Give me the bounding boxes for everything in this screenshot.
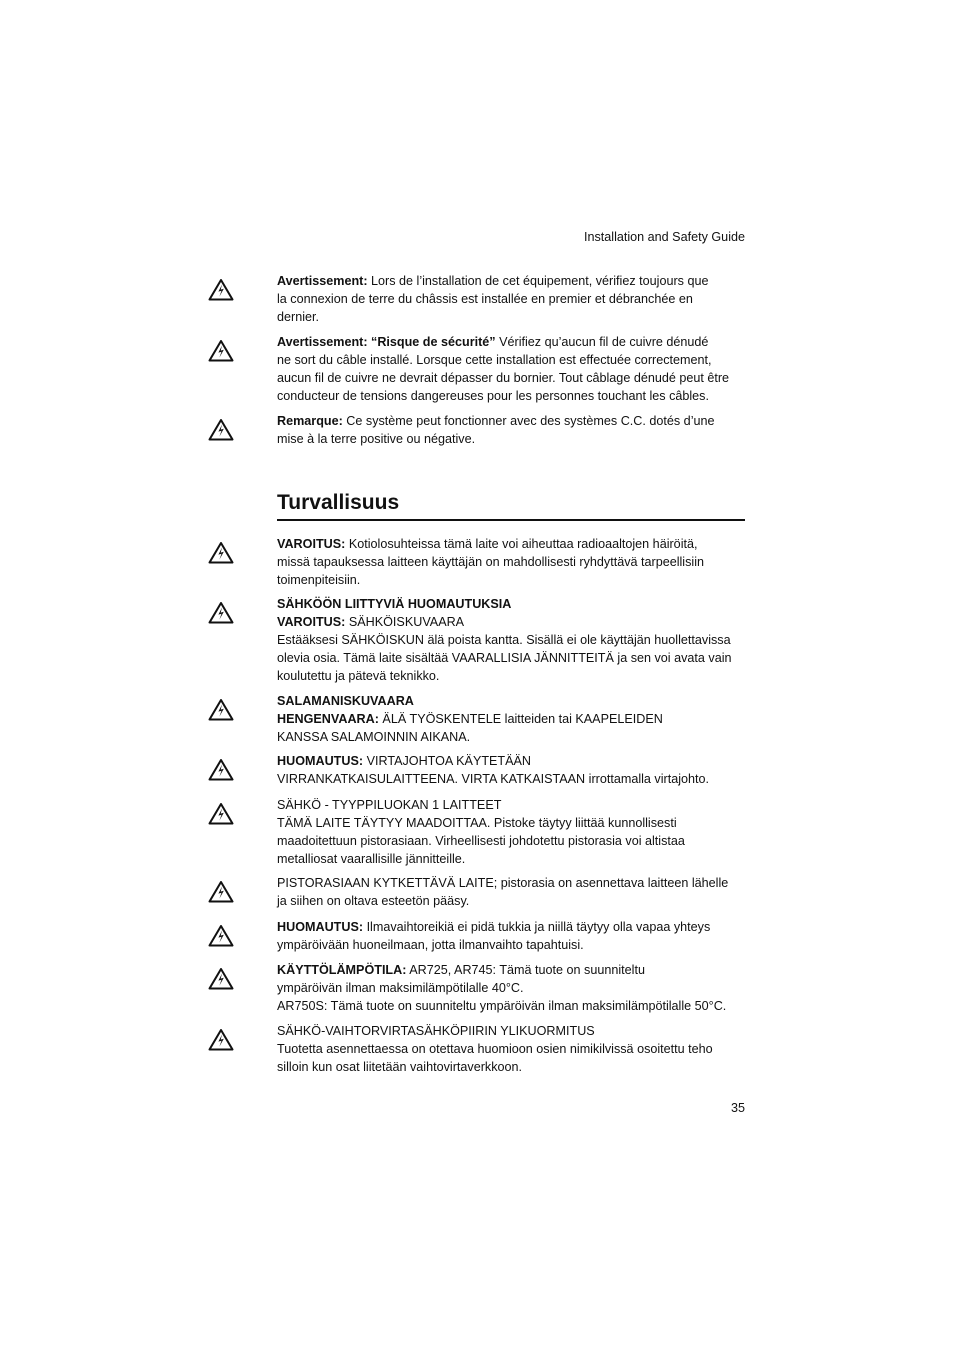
note-text: Ilmavaihtoreikiä ei pidä tukkia ja niillä täytyy olla vapaa yhteys xyxy=(366,920,711,934)
warning-note xyxy=(277,961,745,1015)
note-line: Tuotetta asennettaessa on otettava huomioon osien nimikilvissä osoitettu teho xyxy=(277,1042,713,1056)
electrical-hazard-icon xyxy=(208,601,234,624)
note-label: Remarque: xyxy=(277,414,343,428)
warning-note xyxy=(277,333,745,405)
page-number: 35 xyxy=(730,1101,745,1115)
note-line: metalliosat vaarallisille jännitteille. xyxy=(277,852,466,866)
note-text: ÄLÄ TYÖSKENTELE laitteiden tai KAAPELEIDEN xyxy=(382,712,663,726)
electrical-hazard-icon xyxy=(208,418,234,441)
note-line: AR750S: Tämä tuote on suunniteltu ympäröivän ilman maksimilämpötilalle 50°C. xyxy=(277,999,727,1013)
note-line: olevia osia. Tämä laite sisältää VAARALLISIA JÄNNITTEITÄ ja sen voi avata vain xyxy=(277,651,732,665)
note-text: Kotiolosuhteissa tämä laite voi aiheuttaa radioaaltojen häiröitä, xyxy=(348,537,698,551)
electrical-hazard-icon xyxy=(208,880,234,903)
note-label: HUOMAUTUS: xyxy=(277,920,364,934)
warning-note xyxy=(277,272,745,326)
note-line: maadoitettuun pistorasiaan. Virheellisesti johdotettu pistorasia voi altistaa xyxy=(277,834,685,848)
note-line: SÄHKÖ-VAIHTORVIRTASÄHKÖPIIRIN YLIKUORMITUS xyxy=(277,1024,595,1038)
warning-note xyxy=(277,595,745,685)
note-text: VIRTAJOHTOA KÄYTETÄÄN xyxy=(366,754,532,768)
note-line: ja siihen on oltava esteetön pääsy. xyxy=(277,894,470,908)
note-line: TÄMÄ LAITE TÄYTYY MAADOITTAA. Pistoke täytyy liittää kunnollisesti xyxy=(277,816,677,830)
electrical-hazard-icon xyxy=(208,541,234,564)
warning-note xyxy=(277,918,745,954)
note-line xyxy=(277,333,745,351)
note-line: dernier. xyxy=(277,310,320,324)
note-line: aucun fil de cuivre ne devrait dépasser du bornier. Tout câblage dénudé peut être xyxy=(277,371,730,385)
electrical-hazard-icon xyxy=(208,802,234,825)
note-text: AR725, AR745: Tämä tuote on suunniteltu xyxy=(409,963,645,977)
running-title: Installation and Safety Guide xyxy=(583,230,745,244)
note-label: VAROITUS: xyxy=(277,615,346,629)
section-rule xyxy=(277,519,745,521)
note-line: ympäröivän ilman maksimilämpötilalle 40°C. xyxy=(277,981,524,995)
electrical-hazard-icon xyxy=(208,924,234,947)
electrical-hazard-icon xyxy=(208,758,234,781)
note-line xyxy=(277,595,745,613)
note-line: koulutettu ja pätevä teknikko. xyxy=(277,669,440,683)
note-line xyxy=(277,535,745,553)
note-text: Ce système peut fonctionner avec des systèmes C.C. dotés d’une xyxy=(346,414,715,428)
warning-note xyxy=(277,412,745,448)
note-line xyxy=(277,613,745,631)
note-label: Avertissement: xyxy=(277,274,368,288)
note-label: VAROITUS: xyxy=(277,537,346,551)
note-line: KANSSA SALAMOINNIN AIKANA. xyxy=(277,730,471,744)
electrical-hazard-icon xyxy=(208,1028,234,1051)
note-label: Avertissement: “Risque de sécurité” xyxy=(277,335,496,349)
note-line: ympäröivään huoneilmaan, jotta ilmanvaihto tapahtuisi. xyxy=(277,938,584,952)
electrical-hazard-icon xyxy=(208,339,234,362)
note-label: HENGENVAARA: xyxy=(277,712,379,726)
electrical-hazard-icon xyxy=(208,698,234,721)
warning-note xyxy=(277,752,745,788)
warning-note xyxy=(277,535,745,589)
note-text: Vérifiez qu’aucun fil de cuivre dénudé xyxy=(499,335,709,349)
note-text: SÄHKÖISKUVAARA xyxy=(348,615,465,629)
electrical-hazard-icon xyxy=(208,278,234,301)
note-line: mise à la terre positive ou négative. xyxy=(277,432,476,446)
note-label: HUOMAUTUS: xyxy=(277,754,364,768)
note-title: SALAMANISKUVAARA xyxy=(277,694,414,708)
warning-note xyxy=(277,1022,745,1076)
note-line: ne sort du câble installé. Lorsque cette installation est effectuée correctement, xyxy=(277,353,712,367)
note-line xyxy=(277,961,745,979)
note-line xyxy=(277,412,745,430)
note-line xyxy=(277,710,745,728)
note-line: toimenpiteisiin. xyxy=(277,573,361,587)
section-heading: Turvallisuus xyxy=(277,491,400,514)
note-text: Lors de l’installation de cet équipement, vérifiez toujours que xyxy=(371,274,709,288)
note-line xyxy=(277,918,745,936)
note-line xyxy=(277,692,745,710)
note-line: SÄHKÖ - TYYPPILUOKAN 1 LAITTEET xyxy=(277,798,502,812)
note-line xyxy=(277,272,745,290)
warning-note xyxy=(277,796,745,868)
note-title: SÄHKÖÖN LIITTYVIÄ HUOMAUTUKSIA xyxy=(277,597,512,611)
note-line: Estääksesi SÄHKÖISKUN älä poista kantta. Sisällä ei ole käyttäjän huollettavissa xyxy=(277,633,731,647)
electrical-hazard-icon xyxy=(208,967,234,990)
warning-note xyxy=(277,874,745,910)
note-line: conducteur de tensions dangereuses pour les personnes touchant les câbles. xyxy=(277,389,709,403)
note-line: la connexion de terre du châssis est installée en premier et débranchée en xyxy=(277,292,693,306)
note-label: KÄYTTÖLÄMPÖTILA: xyxy=(277,963,407,977)
warning-note xyxy=(277,692,745,746)
note-line: silloin kun osat liitetään vaihtovirtaverkkoon. xyxy=(277,1060,523,1074)
note-line: VIRRANKATKAISULAITTEENA. VIRTA KATKAISTAAN irrottamalla virtajohto. xyxy=(277,772,710,786)
note-line: missä tapauksessa laitteen käyttäjän on mahdollisesti ryhdyttävä tarpeellisiin xyxy=(277,555,705,569)
note-line: PISTORASIAAN KYTKETTÄVÄ LAITE; pistorasia on asennettava laitteen lähelle xyxy=(277,876,729,890)
note-line xyxy=(277,752,745,770)
